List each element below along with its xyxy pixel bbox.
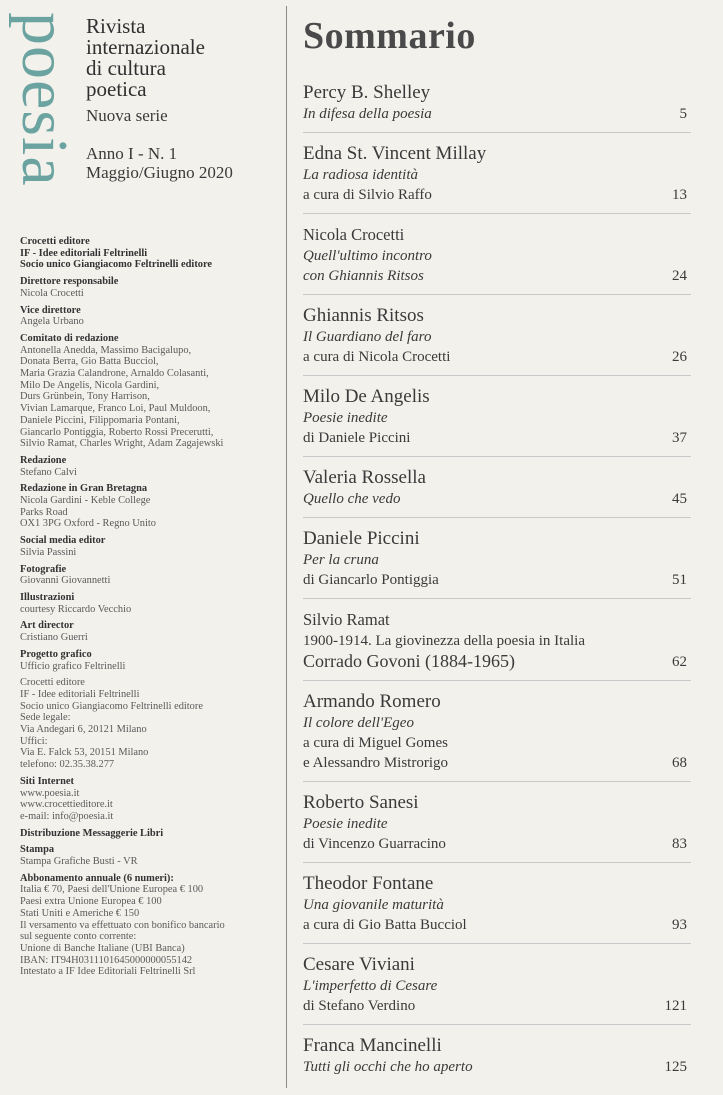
toc-entry[interactable] — [303, 224, 691, 295]
colophon-line: Via E. Falck 53, 20151 Milano — [20, 747, 149, 759]
colophon-line: IBAN: IT94H0311101645000000055142 — [20, 954, 193, 966]
masthead — [86, 16, 276, 182]
colophon-block — [20, 620, 282, 643]
toc-page-number: 5 — [679, 106, 687, 122]
toc-work-title: L'imperfetto di Cesare — [303, 978, 438, 994]
colophon-line: Unione di Banche Italiane (UBI Banca) — [20, 942, 185, 954]
colophon-label: Direttore responsabile — [20, 276, 119, 288]
colophon-block — [20, 236, 282, 271]
toc-work-title: Poesie inedite — [303, 410, 388, 426]
masthead-line: poetica — [86, 77, 147, 101]
toc-credit: di Vincenzo Guarracino — [303, 836, 446, 852]
toc-subtitle: Corrado Govoni (1884-1965) — [303, 651, 515, 671]
colophon-line: sul seguente conto corrente: — [20, 931, 137, 943]
colophon-line: Silvia Passini — [20, 546, 77, 558]
colophon-line: Il versamento va effettuato con bonifico bancario — [20, 919, 225, 931]
colophon-line: Antonella Anedda, Massimo Bacigalupo, — [20, 344, 192, 356]
toc-page-number: 24 — [672, 268, 687, 284]
toc-author: Valeria Rossella — [303, 467, 426, 488]
colophon-line: Donata Berra, Gio Batta Bucciol, — [20, 356, 159, 368]
issue-date: Maggio/Giugno 2020 — [86, 163, 233, 182]
colophon-line: IF - Idee editoriali Feltrinelli — [20, 688, 140, 700]
colophon-line: Ufficio grafico Feltrinelli — [20, 660, 126, 672]
colophon-block — [20, 828, 282, 840]
toc-work-title: In difesa della poesia — [303, 106, 432, 122]
colophon-line: Daniele Piccini, Filippomaria Pontani, — [20, 414, 180, 426]
toc-credit: 1900-1914. La giovinezza della poesia in Italia — [303, 633, 585, 649]
colophon-line: OX1 3PG Oxford - Regno Unito — [20, 518, 156, 530]
colophon-line: courtesy Riccardo Vecchio — [20, 603, 132, 615]
toc-work-title: Il colore dell'Egeo — [303, 715, 414, 731]
colophon-line: Vivian Lamarque, Franco Loi, Paul Muldoon, — [20, 403, 211, 415]
toc-author: Nicola Crocetti — [303, 225, 405, 244]
colophon-block — [20, 592, 282, 615]
toc-list — [303, 82, 691, 1085]
toc-page-number: 26 — [672, 349, 687, 365]
toc-author: Silvio Ramat — [303, 610, 390, 629]
colophon-line: Milo De Angelis, Nicola Gardini, — [20, 379, 160, 391]
toc-title: Sommario — [303, 15, 476, 57]
series-label: Nuova serie — [86, 106, 168, 125]
toc-work-title: Quell'ultimo incontro — [303, 248, 432, 264]
colophon-block — [20, 844, 282, 867]
colophon-line: Stati Uniti e Americhe € 150 — [20, 907, 140, 919]
colophon-line: Paesi extra Unione Europea € 100 — [20, 896, 162, 908]
toc-author: Daniele Piccini — [303, 528, 420, 549]
colophon-block — [20, 873, 282, 978]
colophon-line: Uffici: — [20, 735, 48, 747]
colophon-line: Silvio Ramat, Charles Wright, Adam Zagajewski — [20, 438, 224, 450]
toc-credit: di Giancarlo Pontiggia — [303, 572, 439, 588]
toc-work-title: Il Guardiano del faro — [303, 329, 432, 345]
colophon-line: Crocetti editore — [20, 677, 85, 689]
toc-author: Roberto Sanesi — [303, 792, 419, 813]
colophon-line: Parks Road — [20, 506, 68, 518]
toc-page-number: 121 — [664, 998, 687, 1014]
colophon-line: Nicola Gardini - Keble College — [20, 495, 151, 507]
toc-entry[interactable] — [303, 609, 691, 681]
issue-number: Anno I - N. 1 — [86, 144, 178, 163]
toc-entry[interactable] — [303, 691, 691, 782]
toc-work-title: Tutti gli occhi che ho aperto — [303, 1059, 473, 1075]
colophon-block — [20, 564, 282, 587]
toc-work-title: Quello che vedo — [303, 491, 401, 507]
colophon-line: www.crocettieditore.it — [20, 799, 113, 811]
colophon-label: Comitato di redazione — [20, 332, 119, 344]
toc-credit: a cura di Miguel Gomes — [303, 735, 448, 751]
colophon-label: Fotografie — [20, 563, 67, 575]
colophon-label: Social media editor — [20, 535, 106, 547]
toc-entry[interactable] — [303, 1035, 691, 1085]
toc-entry[interactable] — [303, 143, 691, 214]
toc-page-number: 13 — [672, 187, 687, 203]
colophon-label: Progetto grafico — [20, 648, 92, 660]
colophon-label: Siti Internet — [20, 775, 74, 787]
toc-entry[interactable] — [303, 954, 691, 1025]
colophon-label: Art director — [20, 620, 74, 632]
colophon-block — [20, 305, 282, 328]
colophon-block — [20, 483, 282, 530]
toc-author: Percy B. Shelley — [303, 82, 431, 103]
colophon-label: Illustrazioni — [20, 591, 75, 603]
toc-author: Ghiannis Ritsos — [303, 305, 424, 326]
masthead-line: Rivista — [86, 14, 146, 38]
toc-page-number: 37 — [672, 430, 687, 446]
colophon-block — [20, 677, 282, 771]
toc-work-title: La radiosa identità — [303, 167, 419, 183]
toc-credit: a cura di Nicola Crocetti — [303, 349, 451, 365]
colophon-line: Via Andegari 6, 20121 Milano — [20, 724, 147, 736]
toc-credit: e Alessandro Mistrorigo — [303, 755, 448, 771]
toc-work-title: Poesie inedite — [303, 816, 388, 832]
column-divider — [286, 6, 287, 1088]
colophon-line: Italia € 70, Paesi dell'Unione Europea € 100 — [20, 884, 204, 896]
masthead-line: internazionale — [86, 35, 205, 59]
toc-entry[interactable] — [303, 792, 691, 863]
toc-credit: a cura di Silvio Raffo — [303, 187, 432, 203]
colophon-line: Giovanni Giovannetti — [20, 575, 111, 587]
toc-page-number: 62 — [672, 654, 687, 670]
toc-entry[interactable] — [303, 873, 691, 944]
toc-author: Armando Romero — [303, 691, 441, 712]
toc-page-number: 83 — [672, 836, 687, 852]
toc-work-title: Per la cruna — [303, 552, 379, 568]
colophon-block — [20, 455, 282, 478]
toc-entry[interactable] — [303, 82, 691, 133]
toc-author: Edna St. Vincent Millay — [303, 143, 487, 164]
magazine-logo — [8, 10, 81, 218]
colophon-label: Stampa — [20, 844, 55, 856]
colophon-label: Socio unico Giangiacomo Feltrinelli editore — [20, 259, 213, 271]
toc-author: Cesare Viviani — [303, 954, 415, 975]
toc-page-number: 45 — [672, 491, 687, 507]
toc-page-number: 93 — [672, 917, 687, 933]
colophon-block — [20, 776, 282, 823]
colophon-label: Redazione in Gran Bretagna — [20, 483, 148, 495]
colophon-label: IF - Idee editoriali Feltrinelli — [20, 247, 148, 259]
toc-entry[interactable] — [303, 386, 691, 457]
colophon-block — [20, 333, 282, 450]
toc-entry[interactable] — [303, 467, 691, 518]
colophon-line: Giancarlo Pontiggia, Roberto Rossi Precerutti, — [20, 426, 214, 438]
colophon-line: telefono: 02.35.38.277 — [20, 759, 115, 771]
toc-page-number: 125 — [664, 1059, 687, 1075]
colophon-line: Angela Urbano — [20, 316, 84, 328]
colophon-label: Vice direttore — [20, 304, 81, 316]
toc-author: Franca Mancinelli — [303, 1035, 442, 1056]
colophon-line: Stampa Grafiche Busti - VR — [20, 856, 138, 868]
colophon-line: Cristiano Guerri — [20, 632, 88, 644]
toc-credit: di Stefano Verdino — [303, 998, 416, 1014]
toc-work-title: Una giovanile maturità — [303, 897, 444, 913]
colophon-label: Redazione — [20, 454, 67, 466]
colophon-line: Durs Grünbein, Tony Harrison, — [20, 391, 150, 403]
colophon-label: Distribuzione Messaggerie Libri — [20, 827, 164, 839]
toc-entry[interactable] — [303, 305, 691, 376]
colophon-line: www.poesia.it — [20, 787, 80, 799]
toc-author: Theodor Fontane — [303, 873, 434, 894]
colophon-block — [20, 276, 282, 299]
colophon-line: Nicola Crocetti — [20, 287, 84, 299]
colophon-label: Crocetti editore — [20, 236, 90, 247]
colophon-label: Abbonamento annuale (6 numeri): — [20, 872, 174, 884]
colophon-line: e-mail: info@poesia.it — [20, 810, 114, 822]
colophon-line: Sede legale: — [20, 712, 71, 724]
toc-entry[interactable] — [303, 528, 691, 599]
toc-page-number: 51 — [672, 572, 687, 588]
toc-page-number: 68 — [672, 755, 687, 771]
toc-credit: a cura di Gio Batta Bucciol — [303, 917, 467, 933]
toc-credit: di Daniele Piccini — [303, 430, 411, 446]
colophon-block — [20, 535, 282, 558]
toc-author: Milo De Angelis — [303, 386, 430, 407]
table-of-contents — [303, 12, 691, 1095]
masthead-line: di cultura — [86, 56, 166, 80]
colophon-line: Socio unico Giangiacomo Feltrinelli editore — [20, 700, 203, 712]
toc-work-title: con Ghiannis Ritsos — [303, 268, 424, 284]
colophon — [20, 236, 282, 983]
colophon-line: Maria Grazia Calandrone, Arnaldo Colasanti, — [20, 368, 209, 380]
logo-wordmark: poesia — [8, 12, 81, 187]
colophon-block — [20, 649, 282, 672]
colophon-line: Intestato a IF Idee Editoriali Feltrinelli Srl — [20, 966, 196, 978]
colophon-line: Stefano Calvi — [20, 466, 77, 478]
